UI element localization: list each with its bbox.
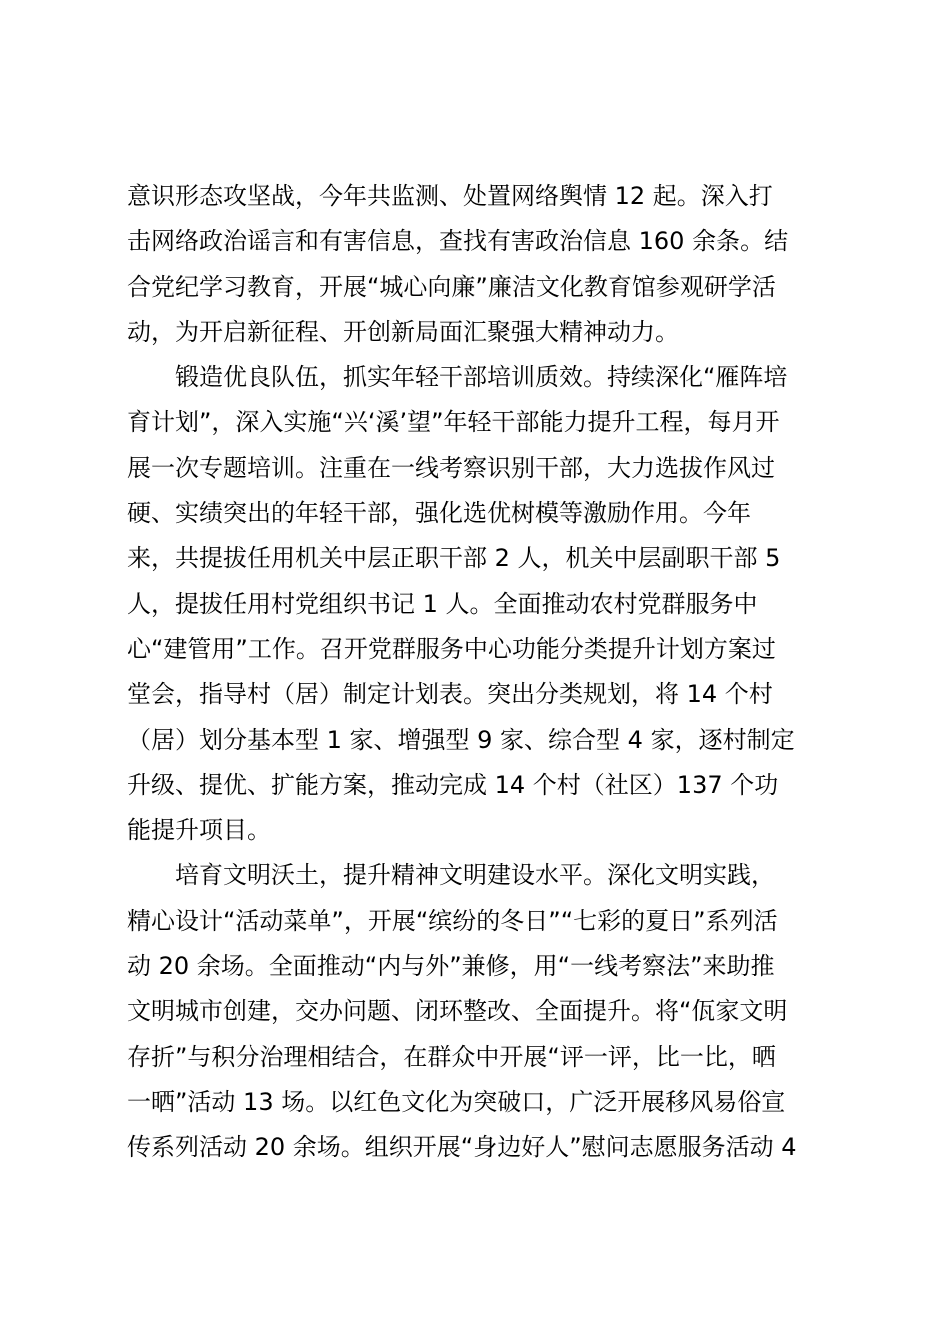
text-line: 动，为开启新征程、开创新局面汇聚强大精神动力。 <box>127 317 679 346</box>
text-line: 动 20 余场。全面推动“内与外”兼修，用“一线考察法”来助推 <box>127 952 775 981</box>
text-line: 能提升项目。 <box>127 816 271 845</box>
text-line: （居）划分基本型 1 家、增强型 9 家、综合型 4 家，逐村制定 <box>127 725 795 754</box>
paragraph-ideology-work <box>127 174 832 355</box>
text-line: 来，共提拔任用机关中层正职干部 2 人，机关中层副职干部 5 <box>127 544 781 573</box>
text-line: 意识形态攻坚战，今年共监测、处置网络舆情 12 起。深入打 <box>127 182 773 210</box>
text-line: 硬、实绩突出的年轻干部，强化选优树模等激励作用。今年 <box>127 499 751 528</box>
text-line: 育计划”，深入实施“兴‘溪’望”年轻干部能力提升工程，每月开 <box>127 408 780 437</box>
text-line: 展一次专题培训。注重在一线考察识别干部，大力选拔作风过 <box>127 453 775 482</box>
text-line: 一晒”活动 13 场。以红色文化为突破口，广泛开展移风易俗宣 <box>127 1087 786 1116</box>
text-line: 击网络政治谣言和有害信息，查找有害政治信息 160 余条。结 <box>127 227 789 256</box>
text-line: 传系列活动 20 余场。组织开展“身边好人”慰问志愿服务活动 4 <box>127 1133 797 1162</box>
paragraph-cadre-training <box>127 355 832 853</box>
paragraph-civilization-building <box>127 853 832 1170</box>
text-line: 培育文明沃土，提升精神文明建设水平。深化文明实践， <box>175 861 775 890</box>
text-line: 心“建管用”工作。召开党群服务中心功能分类提升计划方案过 <box>127 634 776 663</box>
text-line: 文明城市创建，交办问题、闭环整改、全面提升。将“佤家文明 <box>127 997 788 1026</box>
text-line: 精心设计“活动菜单”，开展“缤纷的冬日”“七彩的夏日”系列活 <box>127 906 778 935</box>
text-line: 合党纪学习教育，开展“城心向廉”廉洁文化教育馆参观研学活 <box>127 272 776 301</box>
text-line: 堂会，指导村（居）制定计划表。突出分类规划，将 14 个村 <box>127 680 773 709</box>
text-line: 存折”与积分治理相结合，在群众中开展“评一评，比一比，晒 <box>127 1042 776 1071</box>
text-line: 升级、提优、扩能方案，推动完成 14 个村（社区）137 个功 <box>127 770 779 799</box>
document-body <box>127 174 832 1171</box>
text-line: 人，提拔任用村党组织书记 1 人。全面推动农村党群服务中 <box>127 589 758 618</box>
text-line: 锻造优良队伍，抓实年轻干部培训质效。持续深化“雁阵培 <box>175 363 788 392</box>
